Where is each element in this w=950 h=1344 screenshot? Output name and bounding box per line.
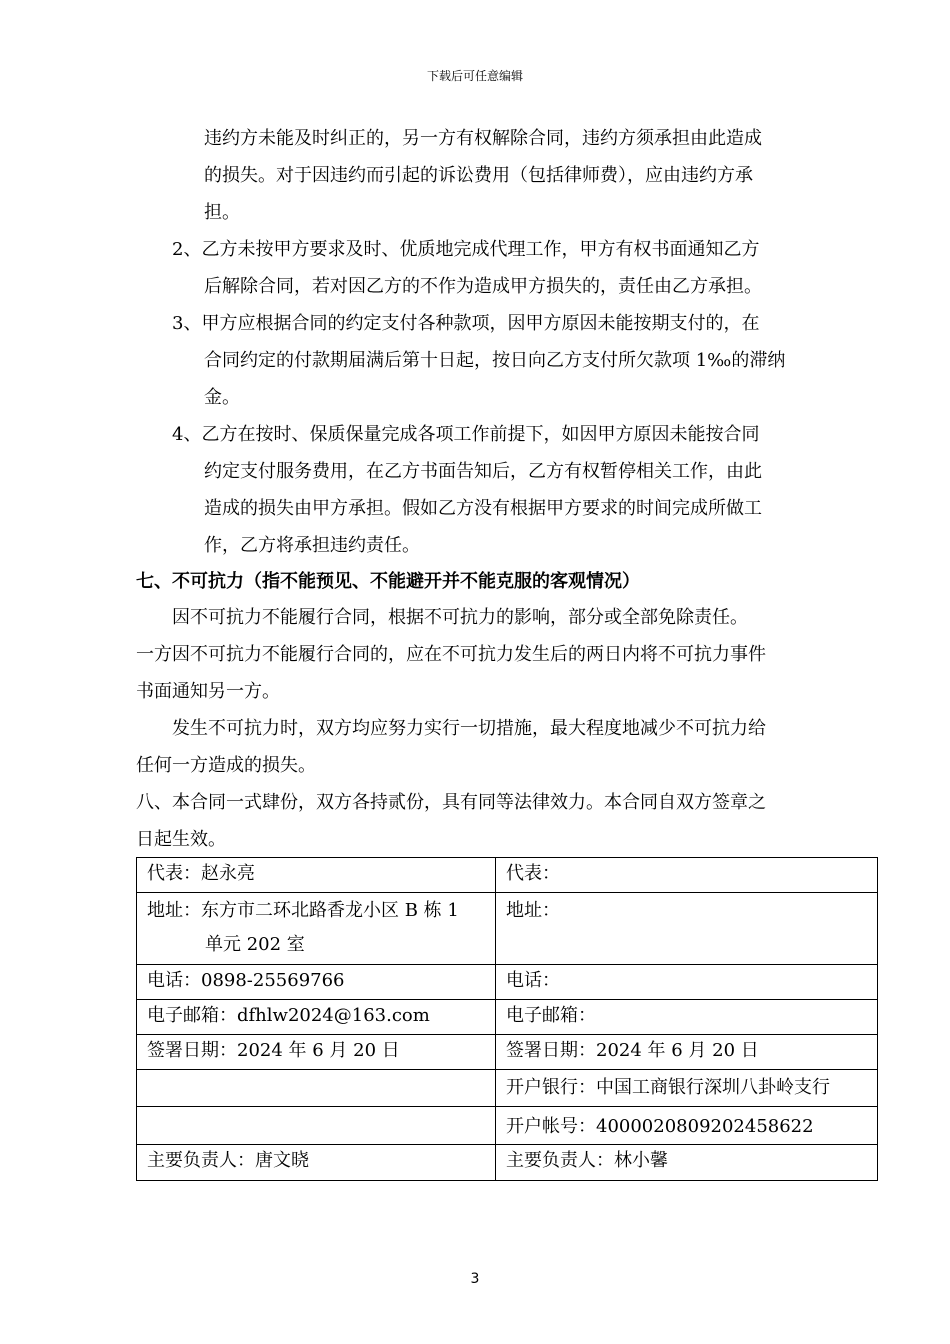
- paragraph-line: 一方因不可抗力不能履行合同的，应在不可抗力发生后的两日内将不可抗力事件: [136, 644, 766, 665]
- table-cell: [496, 1000, 878, 1035]
- clause-3-line: 3、甲方应根据合同的约定支付各种款项，因甲方原因未能按期支付的，在: [172, 313, 760, 334]
- paragraph-line: 日起生效。: [136, 829, 226, 850]
- party-b-head: 主要负责人：林小馨: [506, 1150, 668, 1171]
- paragraph-line: 造成的损失由甲方承担。假如乙方没有根据甲方要求的时间完成所做工: [204, 498, 762, 519]
- table-cell: [496, 1070, 878, 1107]
- paragraph-line: 作，乙方将承担违约责任。: [204, 535, 420, 556]
- signature-table: [136, 857, 878, 1181]
- party-b-rep: 代表：: [506, 863, 560, 884]
- party-a-sign-date: 签署日期：2024 年 6 月 20 日: [147, 1040, 400, 1061]
- paragraph-line: 书面通知另一方。: [136, 681, 280, 702]
- table-cell: [137, 893, 496, 965]
- table-cell-empty: [137, 1070, 496, 1107]
- table-cell: [137, 965, 496, 1000]
- table-cell: [496, 1035, 878, 1070]
- party-a-phone: 电话：0898-25569766: [147, 970, 345, 991]
- party-b-account: 开户帐号：4000020809202458622: [506, 1116, 814, 1137]
- party-a-email: 电子邮箱：dfhlw2024@163.com: [147, 1005, 430, 1026]
- table-row: [137, 1070, 878, 1107]
- table-row: [137, 1145, 878, 1181]
- party-b-email: 电子邮箱：: [506, 1005, 596, 1026]
- clause-2-line: 2、乙方未按甲方要求及时、优质地完成代理工作，甲方有权书面通知乙方: [172, 239, 760, 260]
- table-cell: [496, 965, 878, 1000]
- paragraph-line: 约定支付服务费用，在乙方书面告知后，乙方有权暂停相关工作，由此: [204, 461, 762, 482]
- paragraph-line: 因不可抗力不能履行合同，根据不可抗力的影响，部分或全部免除责任。: [172, 607, 748, 628]
- table-row: [137, 1035, 878, 1070]
- table-cell: [137, 1000, 496, 1035]
- paragraph-line: 违约方未能及时纠正的，另一方有权解除合同，违约方须承担由此造成: [204, 128, 762, 149]
- party-a-head: 主要负责人：唐文晓: [147, 1150, 309, 1171]
- paragraph-line: 的损失。对于因违约而引起的诉讼费用（包括律师费），应由违约方承: [204, 165, 753, 186]
- header-note: 下载后可任意编辑: [426, 69, 523, 83]
- party-a-address-line-1: 地址：东方市二环北路香龙小区 B 栋 1: [147, 900, 459, 921]
- table-cell: [137, 1145, 496, 1181]
- clause-4-line: 4、乙方在按时、保质保量完成各项工作前提下，如因甲方原因未能按合同: [172, 424, 760, 445]
- party-b-bank: 开户银行：中国工商银行深圳八卦岭支行: [506, 1077, 830, 1098]
- section-heading-copies: 八、本合同一式肆份，双方各持贰份，具有同等法律效力。本合同自双方签章之: [136, 792, 766, 813]
- party-b-sign-date: 签署日期：2024 年 6 月 20 日: [506, 1040, 759, 1061]
- paragraph-line: 合同约定的付款期届满后第十日起，按日向乙方支付所欠款项 1‰的滞纳: [204, 350, 786, 371]
- party-b-phone: 电话：: [506, 970, 560, 991]
- section-heading-force-majeure: 七、不可抗力（指不能预见、不能避开并不能克服的客观情况）: [136, 571, 640, 592]
- paragraph-line: 后解除合同，若对因乙方的不作为造成甲方损失的，责任由乙方承担。: [204, 276, 762, 297]
- table-row: [137, 1000, 878, 1035]
- table-row: [137, 1107, 878, 1145]
- table-cell: [496, 858, 878, 893]
- table-cell: [137, 1035, 496, 1070]
- table-cell: [137, 858, 496, 893]
- table-cell: [496, 893, 878, 965]
- page-number: 3: [470, 1271, 480, 1287]
- paragraph-line: 金。: [204, 387, 240, 408]
- paragraph-line: 担。: [204, 202, 240, 223]
- party-a-address-line-2: 单元 202 室: [205, 934, 305, 955]
- table-cell-empty: [137, 1107, 496, 1145]
- table-cell: [496, 1145, 878, 1181]
- paragraph-line: 任何一方造成的损失。: [136, 755, 316, 776]
- table-row: [137, 893, 878, 965]
- party-b-address: 地址：: [506, 900, 560, 921]
- table-row: [137, 965, 878, 1000]
- table-row: [137, 858, 878, 893]
- table-cell: [496, 1107, 878, 1145]
- paragraph-line: 发生不可抗力时，双方均应努力实行一切措施，最大程度地减少不可抗力给: [172, 718, 766, 739]
- party-a-rep: 代表：赵永亮: [147, 863, 255, 884]
